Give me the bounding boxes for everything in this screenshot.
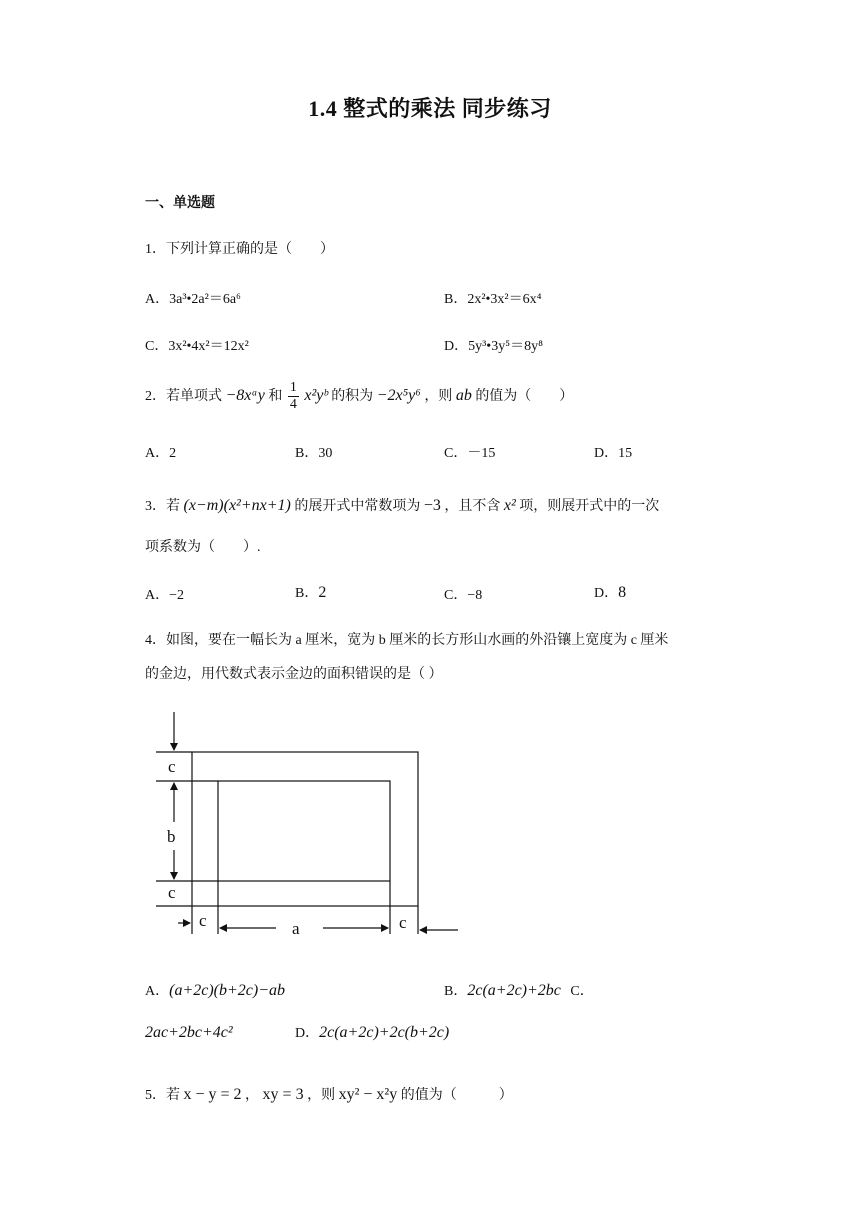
question-5-suffix: 的值为（ ）	[400, 1088, 513, 1103]
option-label: D．	[594, 586, 619, 601]
question-3-option-c: C．−8	[444, 588, 483, 603]
question-1-option-d: D．5y³•3y⁵＝8y⁸	[444, 339, 543, 354]
question-2-prefix: 2．若单项式	[145, 389, 222, 404]
question-1-option-c: C．3x²•4x²＝12x²	[145, 339, 249, 354]
section-heading: 一、单选题	[145, 196, 215, 211]
question-2-term2: x²yᵇ	[304, 387, 328, 404]
question-5-expression: xy² − x²y	[338, 1086, 398, 1103]
question-2-suffix: 的值为（ ）	[475, 389, 574, 404]
option-value: 8	[618, 584, 627, 601]
question-3-value: −3	[423, 497, 441, 514]
question-3-line-2: 项系数为（ ）.	[145, 540, 261, 555]
question-2-mid2: 的积为	[331, 389, 374, 404]
option-value: 2	[318, 584, 327, 601]
outer-rectangle	[192, 752, 418, 906]
question-4-option-c	[145, 1024, 233, 1042]
question-3-line1-suffix: 项，则展开式中的一次	[519, 499, 660, 514]
question-3-option-b	[295, 582, 326, 602]
question-4-line-1: 4．如图，要在一幅长为 a 厘米，宽为 b 厘米的长方形山水画的外沿镶上宽度为 c 厘米	[145, 633, 669, 648]
frame-diagram	[148, 712, 468, 942]
inner-rectangle	[218, 781, 390, 881]
question-5-stem	[145, 1084, 513, 1104]
label-c-left: c	[199, 911, 207, 930]
option-c-label: C．	[570, 984, 594, 999]
question-4-line-2: 的金边，用代数式表示金边的面积错误的是（ ）	[145, 667, 443, 682]
label-c-top: c	[168, 757, 176, 776]
question-5-prefix: 5．若	[145, 1088, 180, 1103]
question-2-option-b: B．30	[295, 446, 333, 461]
option-label: D．	[295, 1026, 320, 1041]
option-label: B．	[444, 984, 468, 999]
option-label: A．	[145, 984, 170, 999]
question-1-option-a: A．3a³•2a²＝6a⁶	[145, 292, 241, 307]
option-expression: 2c(a+2c)+2c(b+2c)	[319, 1024, 450, 1041]
option-expression: 2ac+2bc+4c²	[145, 1024, 233, 1041]
question-1-option-b: B．2x²•3x²＝6x⁴	[444, 292, 542, 307]
question-4-option-b	[444, 980, 594, 1000]
fraction-denominator: 4	[289, 397, 297, 413]
question-5-eq2: xy = 3	[262, 1086, 304, 1103]
option-label: B．	[295, 586, 319, 601]
question-2-mid1: 和	[268, 389, 283, 404]
question-2-term1: −8xᵃy	[225, 387, 265, 404]
question-2-term3: −2x⁵y⁶	[376, 387, 421, 404]
question-5-sep: ，	[245, 1088, 260, 1103]
question-2-fraction	[288, 380, 299, 413]
label-c-bottom: c	[168, 883, 176, 902]
question-2-option-c: C．－15	[444, 446, 496, 461]
label-a: a	[292, 919, 300, 938]
question-3-option-a: A．−2	[145, 588, 185, 603]
question-3-option-d	[594, 582, 626, 602]
question-4-option-d	[295, 1022, 449, 1042]
question-2-option-a: A．2	[145, 446, 177, 461]
label-b: b	[167, 827, 176, 846]
question-2-mid3: ，则	[424, 389, 453, 404]
fraction-numerator: 1	[289, 380, 297, 396]
option-expression: 2c(a+2c)+2bc	[467, 982, 561, 999]
question-3-prefix: 3．若	[145, 499, 180, 514]
question-1-stem: 1．下列计算正确的是（ ）	[145, 242, 334, 257]
question-2-stem	[145, 372, 573, 421]
question-3-line-1	[145, 490, 659, 523]
question-3-term: x²	[503, 497, 516, 514]
question-3-expression: (x−m)(x²+nx+1)	[183, 497, 291, 514]
label-c-right: c	[399, 913, 407, 932]
option-expression: (a+2c)(b+2c)−ab	[169, 982, 286, 999]
question-5-mid: ，则	[307, 1088, 336, 1103]
question-3-mid1: 的展开式中常数项为	[294, 499, 421, 514]
question-3-mid2: ，且不含	[444, 499, 501, 514]
question-5-eq1: x − y = 2	[183, 1086, 242, 1103]
question-2-option-d: D．15	[594, 446, 633, 461]
question-2-term4: ab	[455, 387, 472, 404]
page-title: 1.4 整式的乘法 同步练习	[308, 96, 552, 121]
question-4-option-a	[145, 980, 285, 1000]
